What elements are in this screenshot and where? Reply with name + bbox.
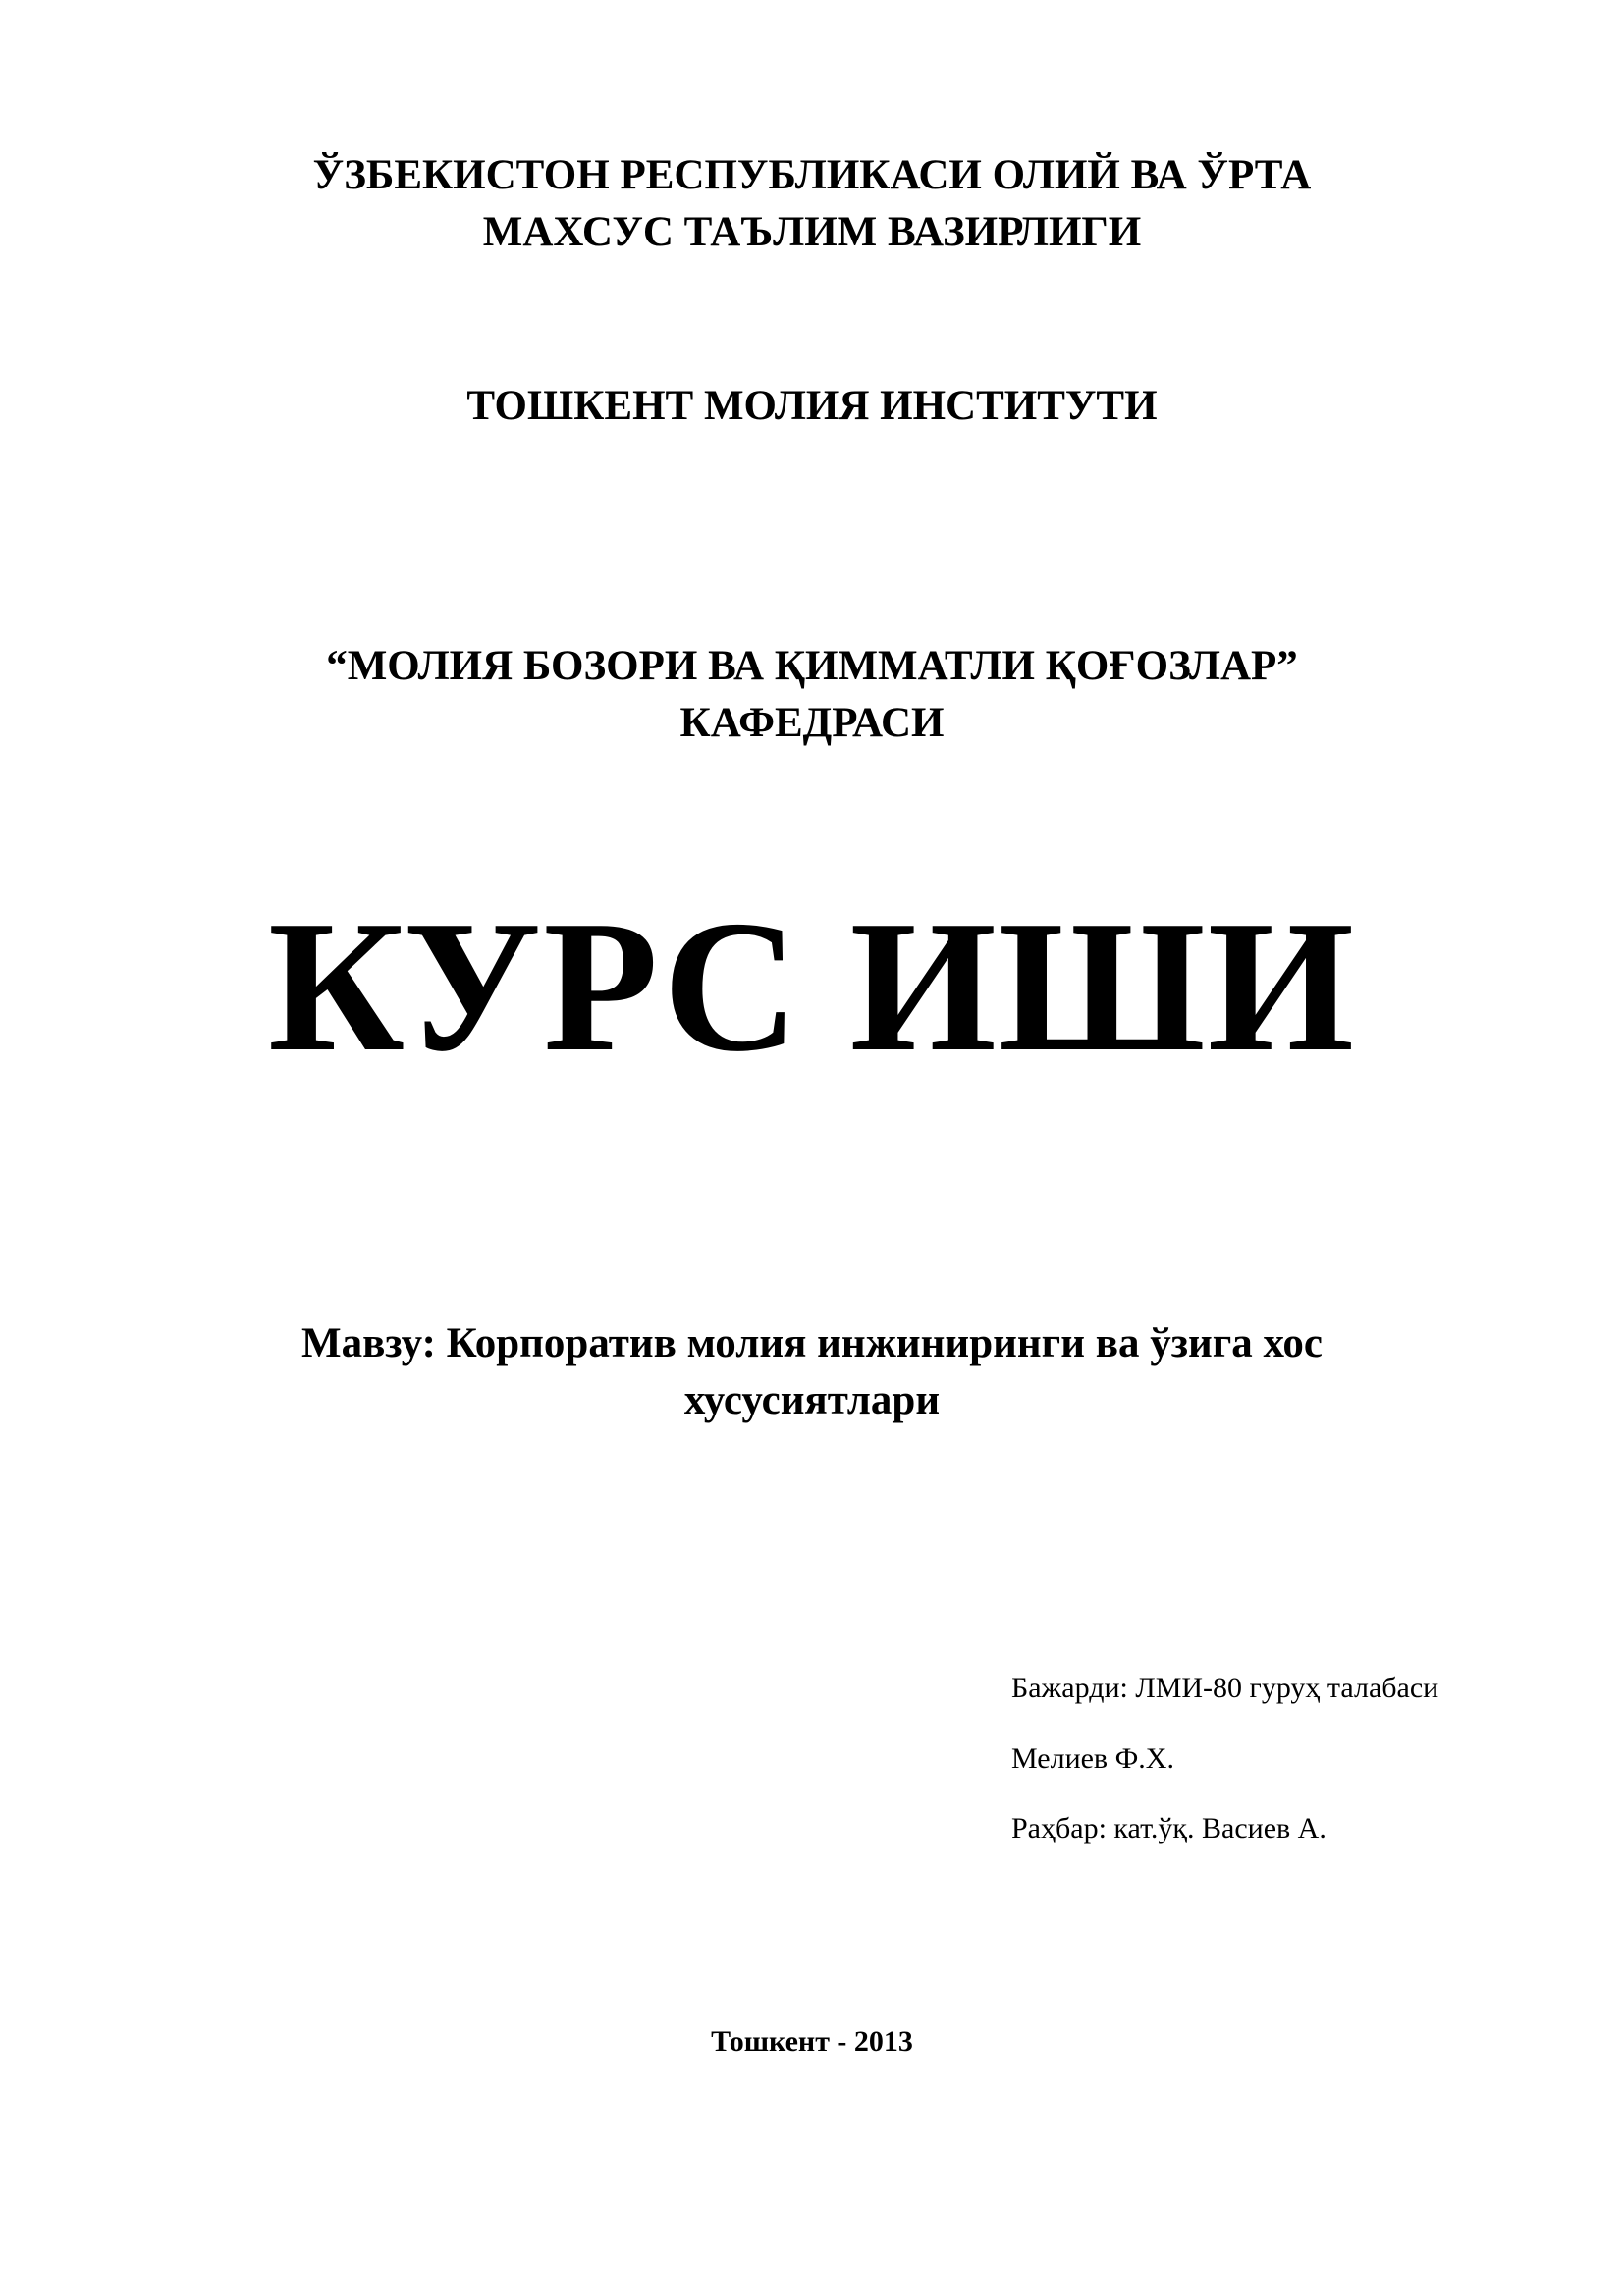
supervisor-text: Раҳбар: кат.ўқ. Васиев А. bbox=[1011, 1812, 1326, 1844]
institute-heading bbox=[0, 378, 1624, 435]
ministry-line-2: МАХСУС ТАЪЛИМ ВАЗИРЛИГИ bbox=[482, 209, 1142, 255]
ministry-heading bbox=[0, 147, 1624, 261]
department-heading bbox=[0, 638, 1624, 752]
document-title: КУРС ИШИ bbox=[267, 881, 1357, 1091]
performed-by-text: Бажарди: ЛМИ-80 гуруҳ талабаси bbox=[1011, 1672, 1439, 1704]
topic-line-2: хусусиятлари bbox=[683, 1377, 941, 1423]
city-year-footer: Тошкент - 2013 bbox=[711, 2025, 913, 2057]
topic-heading bbox=[0, 1315, 1624, 1429]
ministry-line-1: ЎЗБЕКИСТОН РЕСПУБЛИКАСИ ОЛИЙ ВА ЎРТА bbox=[312, 152, 1312, 198]
department-line-2: КАФЕДРАСИ bbox=[679, 700, 945, 746]
topic-line-1: Мавзу: Корпоратив молия инжиниринги ва ўзига хос bbox=[301, 1320, 1323, 1366]
student-name-text: Мелиев Ф.Х. bbox=[1011, 1742, 1174, 1775]
institute-name: ТОШКЕНТ МОЛИЯ ИНСТИТУТИ bbox=[466, 383, 1158, 429]
department-line-1: “МОЛИЯ БОЗОРИ ВА ҚИММАТЛИ ҚОҒОЗЛАР” bbox=[326, 643, 1298, 689]
